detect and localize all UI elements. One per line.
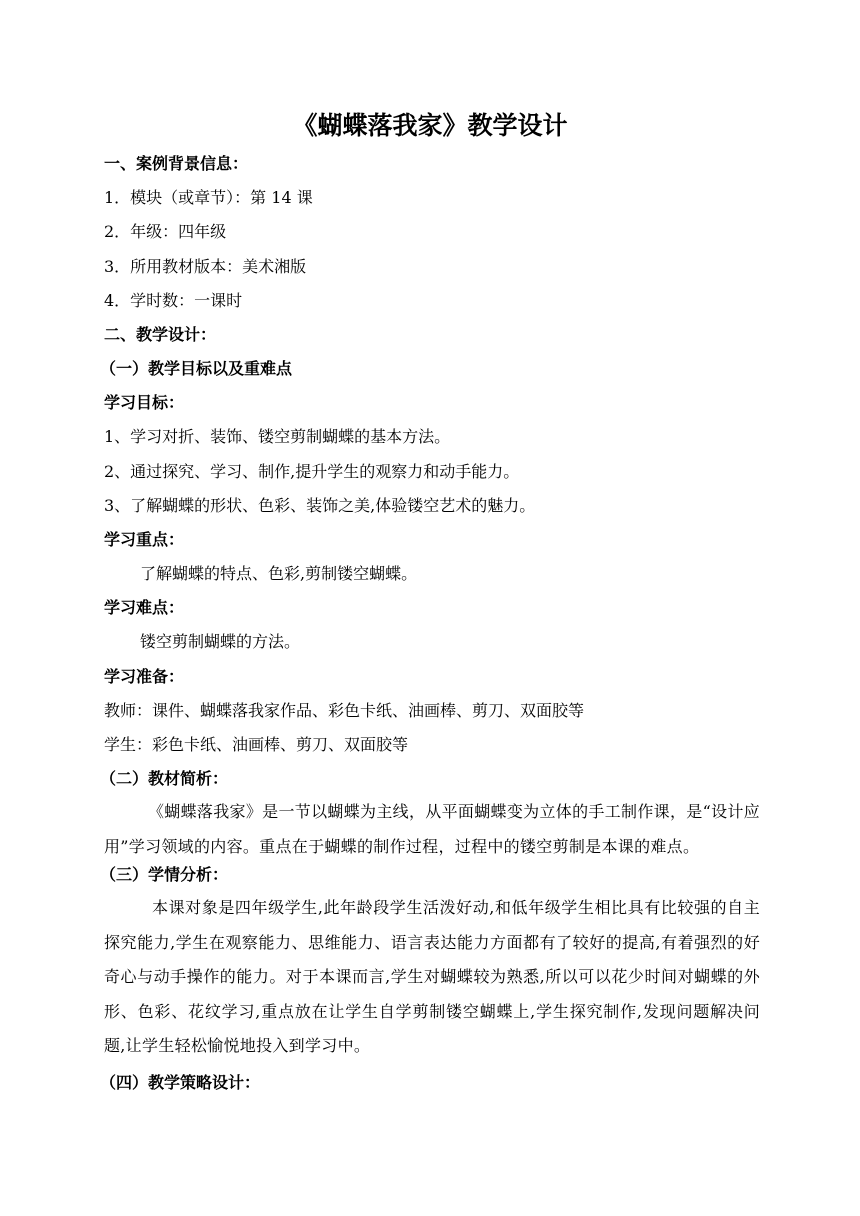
- goal-item-3: 3、了解蝴蝶的形状、色彩、装饰之美,体验镂空艺术的魅力。: [104, 496, 536, 515]
- info-item-grade: 2．年级：四年级: [104, 222, 227, 241]
- section-heading-background: 一、案例背景信息：: [104, 154, 249, 173]
- label-learning-goals: 学习目标：: [104, 393, 185, 412]
- section-heading-design: 二、教学设计：: [104, 325, 217, 344]
- label-preparation: 学习准备：: [104, 667, 185, 686]
- info-item-hours: 4．学时数：一课时: [104, 291, 243, 310]
- subsection-heading-material: （二）教材简析：: [100, 769, 229, 788]
- document-title: 《蝴蝶落我家》教学设计: [292, 111, 568, 140]
- info-item-module: 1．模块（或章节）：第 14 课: [104, 188, 313, 207]
- label-key-points: 学习重点：: [104, 530, 185, 549]
- prep-teacher: 教师：课件、蝴蝶落我家作品、彩色卡纸、油画棒、剪刀、双面胶等: [104, 701, 585, 720]
- difficulty-text: 镂空剪制蝴蝶的方法。: [140, 632, 301, 651]
- prep-student: 学生：彩色卡纸、油画棒、剪刀、双面胶等: [104, 735, 409, 754]
- info-item-textbook: 3．所用教材版本：美术湘版: [104, 257, 307, 276]
- key-points-text: 了解蝴蝶的特点、色彩,剪制镂空蝴蝶。: [140, 564, 418, 583]
- subsection-heading-goals: （一）教学目标以及重难点: [100, 359, 293, 378]
- label-difficulty: 学习难点：: [104, 598, 185, 617]
- material-analysis-paragraph: 《蝴蝶落我家》是一节以蝴蝶为主线，从平面蝴蝶变为立体的手工制作课，是“设计应用”学习领域的内容。重点在于蝴蝶的制作过程，过程中的镂空剪制是本课的难点。: [104, 802, 760, 856]
- goal-item-2: 2、通过探究、学习、制作,提升学生的观察力和动手能力。: [104, 462, 520, 481]
- subsection-heading-strategy: （四）教学策略设计：: [100, 1073, 261, 1092]
- subsection-heading-learner: （三）学情分析：: [100, 865, 229, 884]
- goal-item-1: 1、学习对折、装饰、镂空剪制蝴蝶的基本方法。: [104, 427, 451, 446]
- learner-analysis-paragraph: 本课对象是四年级学生,此年龄段学生活泼好动,和低年级学生相比具有比较强的自主探究能力,学生在观察能力、思维能力、语言表达能力方面都有了较好的提高,有着强烈的好奇心与动手操作的能力。对于本课而言,学生对蝴蝶较为熟悉,所以可以花少时间对蝴蝶的外形、色彩、花纹学习,重点放在让学生自学剪制镂空蝴蝶上,学生探究制作,发现问题解决问题,让学生轻松愉悦地投入到学习中。: [104, 898, 760, 1055]
